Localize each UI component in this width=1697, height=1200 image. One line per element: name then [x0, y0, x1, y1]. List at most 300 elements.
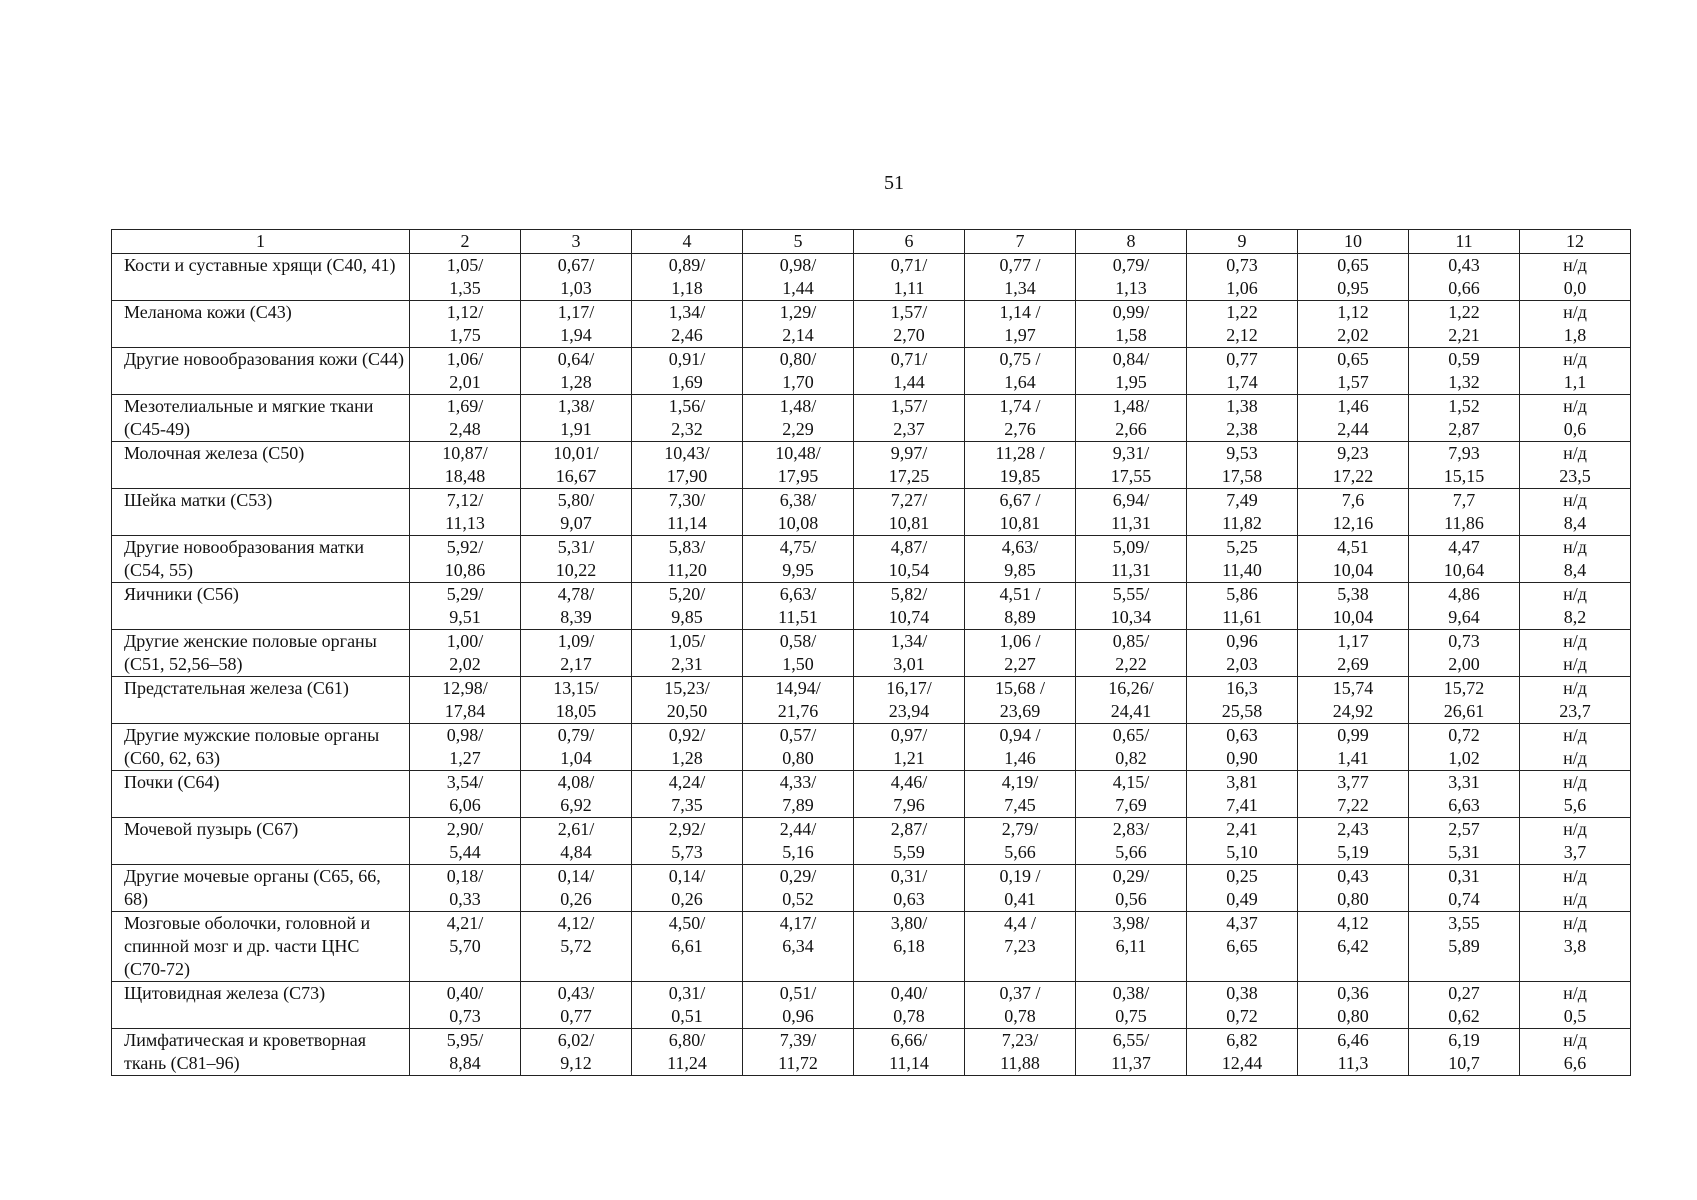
table-row	[112, 536, 1631, 583]
cell-value-bottom: 1,41	[1337, 748, 1369, 768]
cell-value-bottom: 1,69	[671, 372, 703, 392]
table-cell	[743, 254, 854, 301]
cell-value-top: 0,14/	[557, 866, 595, 886]
cell-value-top: 3,77	[1337, 772, 1369, 792]
cell-value-bottom: 17,55	[1110, 466, 1152, 486]
cell-value-top: н/д	[1563, 725, 1587, 745]
cell-value-top: 5,25	[1226, 537, 1258, 557]
table-cell	[1409, 489, 1520, 536]
cell-value-bottom: 17,84	[444, 701, 486, 721]
cell-value-top: 0,98/	[446, 725, 484, 745]
cell-value-top: 0,73	[1226, 255, 1258, 275]
cell-value-bottom: 18,05	[555, 701, 597, 721]
cell-value-top: 1,38/	[557, 396, 595, 416]
table-cell	[854, 982, 965, 1029]
cell-value-top: н/д	[1563, 983, 1587, 1003]
cell-value-top: 4,50/	[668, 913, 706, 933]
table-cell	[1409, 395, 1520, 442]
cell-value-bottom: 11,51	[778, 607, 818, 627]
cell-value-bottom: 17,58	[1221, 466, 1263, 486]
cell-value-top: 0,43	[1337, 866, 1369, 886]
table-cell	[743, 348, 854, 395]
table-cell	[1298, 677, 1409, 724]
table-cell	[965, 818, 1076, 865]
table-cell	[1409, 771, 1520, 818]
cell-value-top: 5,86	[1226, 584, 1258, 604]
cell-value-top: 5,29/	[446, 584, 484, 604]
table-cell	[854, 583, 965, 630]
cell-value-bottom: 8,4	[1563, 560, 1587, 580]
cell-value-bottom: 11,40	[1222, 560, 1262, 580]
cell-value-top: 1,05/	[446, 255, 484, 275]
cell-value-bottom: 2,02	[449, 654, 481, 674]
cell-value-bottom: 11,3	[1337, 1053, 1369, 1073]
table-cell	[1520, 583, 1631, 630]
cell-value-bottom: 10,54	[888, 560, 930, 580]
table-cell	[743, 771, 854, 818]
table-cell	[1187, 348, 1298, 395]
table-cell	[1520, 348, 1631, 395]
cell-value-top: 9,53	[1226, 443, 1258, 463]
page-number: 51	[884, 172, 904, 194]
table-cell	[1187, 536, 1298, 583]
cell-value-bottom: 8,39	[560, 607, 592, 627]
cell-value-bottom: 0,52	[782, 889, 814, 909]
cell-value-bottom: 2,48	[449, 419, 481, 439]
cell-value-bottom: 9,51	[449, 607, 481, 627]
cell-value-top: 4,46/	[890, 772, 928, 792]
cell-value-top: 10,43/	[664, 443, 710, 463]
cell-value-bottom: 17,95	[777, 466, 819, 486]
table-cell	[632, 395, 743, 442]
cell-value-top: н/д	[1563, 302, 1587, 322]
column-header: 7	[965, 230, 1076, 254]
cell-value-bottom: 1,34	[1004, 278, 1036, 298]
cell-value-bottom: 1,70	[782, 372, 814, 392]
table-cell	[1520, 771, 1631, 818]
table-row	[112, 395, 1631, 442]
table-cell	[1409, 583, 1520, 630]
table-cell	[1298, 348, 1409, 395]
cell-value-top: 1,48/	[779, 396, 817, 416]
cell-value-top: 0,29/	[1112, 866, 1150, 886]
cell-value-bottom: 10,81	[888, 513, 930, 533]
table-cell	[1076, 301, 1187, 348]
table-cell	[1076, 818, 1187, 865]
cell-value-bottom: 6,11	[1115, 936, 1147, 956]
cell-value-bottom: 1,57	[1337, 372, 1369, 392]
table-cell	[1298, 982, 1409, 1029]
table-cell	[521, 489, 632, 536]
table-cell	[1298, 912, 1409, 982]
cell-value-top: 0,65/	[1112, 725, 1150, 745]
table-cell	[521, 536, 632, 583]
cell-value-top: 3,98/	[1112, 913, 1150, 933]
cell-value-top: 1,12/	[446, 302, 484, 322]
incidence-table	[111, 229, 1631, 1076]
cell-value-top: 7,30/	[668, 490, 706, 510]
cell-value-top: 6,66/	[890, 1030, 928, 1050]
cell-value-bottom: 1,32	[1448, 372, 1480, 392]
table-cell	[1298, 536, 1409, 583]
cell-value-bottom: 11,86	[1444, 513, 1484, 533]
table-row	[112, 865, 1631, 912]
table-cell	[743, 395, 854, 442]
table-cell	[410, 536, 521, 583]
cell-value-bottom: 1,28	[671, 748, 703, 768]
cell-value-bottom: 10,34	[1110, 607, 1152, 627]
table-row	[112, 912, 1631, 982]
table-cell	[854, 348, 965, 395]
column-header: 4	[632, 230, 743, 254]
table-cell	[410, 1029, 521, 1076]
cell-value-bottom: 11,31	[1111, 513, 1151, 533]
cell-value-top: 7,12/	[446, 490, 484, 510]
table-cell	[1520, 818, 1631, 865]
cell-value-top: 5,92/	[446, 537, 484, 557]
table-row	[112, 771, 1631, 818]
cell-value-bottom: 5,73	[671, 842, 703, 862]
table-cell	[1298, 771, 1409, 818]
table-cell	[743, 912, 854, 982]
cell-value-bottom: 5,70	[449, 936, 481, 956]
cell-value-bottom: 6,63	[1448, 795, 1480, 815]
table-row	[112, 583, 1631, 630]
table-cell	[521, 724, 632, 771]
column-header: 9	[1187, 230, 1298, 254]
cell-value-top: 4,4 /	[1003, 913, 1036, 933]
row-label: Другие новообразования кожи (С44)	[112, 348, 410, 395]
table-cell	[521, 818, 632, 865]
cell-value-top: 2,44/	[779, 819, 817, 839]
cell-value-bottom: 6,61	[671, 936, 703, 956]
table-cell	[632, 536, 743, 583]
cell-value-bottom: 2,17	[560, 654, 592, 674]
table-cell	[1409, 724, 1520, 771]
cell-value-top: 0,27	[1448, 983, 1480, 1003]
cell-value-bottom: 1,94	[560, 325, 592, 345]
cell-value-bottom: 0,78	[893, 1006, 925, 1026]
cell-value-top: 9,23	[1337, 443, 1369, 463]
cell-value-bottom: 1,64	[1004, 372, 1036, 392]
cell-value-bottom: 5,89	[1448, 936, 1480, 956]
table-cell	[965, 536, 1076, 583]
cell-value-bottom: 17,22	[1332, 466, 1374, 486]
cell-value-bottom: 24,92	[1332, 701, 1374, 721]
cell-value-top: 1,06/	[446, 349, 484, 369]
cell-value-top: 13,15/	[553, 678, 599, 698]
table-cell	[1298, 489, 1409, 536]
row-label: Мочевой пузырь (С67)	[112, 818, 410, 865]
cell-value-top: 7,93	[1448, 443, 1480, 463]
cell-value-top: 0,84/	[1112, 349, 1150, 369]
row-label: Другие мужские половые органы (С60, 62, 63)	[112, 724, 410, 771]
cell-value-bottom: 2,70	[893, 325, 925, 345]
cell-value-top: 3,31	[1448, 772, 1480, 792]
table-cell	[410, 583, 521, 630]
cell-value-top: 4,51	[1337, 537, 1369, 557]
cell-value-top: 0,80/	[779, 349, 817, 369]
cell-value-bottom: 4,84	[560, 842, 592, 862]
cell-value-bottom: 6,92	[560, 795, 592, 815]
table-cell	[410, 677, 521, 724]
table-cell	[1076, 630, 1187, 677]
cell-value-bottom: 6,06	[449, 795, 481, 815]
table-cell	[521, 771, 632, 818]
table-cell	[1520, 254, 1631, 301]
table-cell	[1409, 1029, 1520, 1076]
cell-value-top: 2,41	[1226, 819, 1258, 839]
table-cell	[632, 301, 743, 348]
table-cell	[743, 583, 854, 630]
cell-value-bottom: 2,01	[449, 372, 481, 392]
cell-value-top: 5,31/	[557, 537, 595, 557]
cell-value-bottom: н/д	[1563, 748, 1587, 768]
cell-value-top: 4,63/	[1001, 537, 1039, 557]
column-header: 12	[1520, 230, 1631, 254]
table-cell	[1076, 254, 1187, 301]
cell-value-top: 1,69/	[446, 396, 484, 416]
row-label: Предстательная железа (С61)	[112, 677, 410, 724]
cell-value-top: 0,18/	[446, 866, 484, 886]
cell-value-bottom: 10,64	[1443, 560, 1485, 580]
table-cell	[1409, 912, 1520, 982]
table-cell	[521, 630, 632, 677]
cell-value-bottom: 7,22	[1337, 795, 1369, 815]
table-cell	[632, 865, 743, 912]
cell-value-bottom: 5,44	[449, 842, 481, 862]
table-cell	[1187, 395, 1298, 442]
cell-value-bottom: 10,22	[555, 560, 597, 580]
cell-value-top: 7,27/	[890, 490, 928, 510]
table-cell	[1187, 865, 1298, 912]
table-cell	[1187, 982, 1298, 1029]
cell-value-bottom: 2,02	[1337, 325, 1369, 345]
cell-value-bottom: 5,72	[560, 936, 592, 956]
cell-value-bottom: 6,42	[1337, 936, 1369, 956]
cell-value-top: 16,17/	[886, 678, 932, 698]
cell-value-top: 0,85/	[1112, 631, 1150, 651]
cell-value-bottom: 2,03	[1226, 654, 1258, 674]
cell-value-top: 0,40/	[890, 983, 928, 1003]
table-cell	[632, 1029, 743, 1076]
cell-value-top: 0,79/	[1112, 255, 1150, 275]
cell-value-top: 6,67 /	[999, 490, 1041, 510]
table-cell	[1076, 1029, 1187, 1076]
cell-value-top: 9,31/	[1112, 443, 1150, 463]
cell-value-bottom: 16,67	[555, 466, 597, 486]
table-cell	[854, 865, 965, 912]
table-cell	[965, 865, 1076, 912]
cell-value-top: 4,33/	[779, 772, 817, 792]
cell-value-top: 6,38/	[779, 490, 817, 510]
cell-value-top: 5,55/	[1112, 584, 1150, 604]
table-row	[112, 1029, 1631, 1076]
cell-value-bottom: 8,2	[1563, 607, 1587, 627]
cell-value-bottom: 11,14	[667, 513, 707, 533]
cell-value-top: 0,43/	[557, 983, 595, 1003]
table-cell	[521, 865, 632, 912]
table-cell	[1298, 583, 1409, 630]
cell-value-top: 4,12/	[557, 913, 595, 933]
cell-value-bottom: 1,13	[1115, 278, 1147, 298]
cell-value-bottom: 12,16	[1332, 513, 1374, 533]
cell-value-top: 4,12	[1337, 913, 1369, 933]
table-cell	[1409, 982, 1520, 1029]
table-cell	[632, 489, 743, 536]
cell-value-top: 2,83/	[1112, 819, 1150, 839]
cell-value-top: 0,29/	[779, 866, 817, 886]
table-cell	[632, 630, 743, 677]
cell-value-bottom: 11,72	[778, 1053, 818, 1073]
table-cell	[410, 724, 521, 771]
table-cell	[410, 771, 521, 818]
cell-value-bottom: 8,89	[1004, 607, 1036, 627]
row-label: Мозговые оболочки, головной и спинной мозг и др. части ЦНС (С70-72)	[112, 912, 410, 982]
cell-value-top: 4,08/	[557, 772, 595, 792]
cell-value-bottom: 5,66	[1004, 842, 1036, 862]
column-header: 6	[854, 230, 965, 254]
cell-value-top: 1,05/	[668, 631, 706, 651]
cell-value-bottom: 10,7	[1448, 1053, 1480, 1073]
column-header: 1	[112, 230, 410, 254]
cell-value-top: 0,67/	[557, 255, 595, 275]
cell-value-top: 7,23/	[1001, 1030, 1039, 1050]
table-cell	[410, 630, 521, 677]
cell-value-bottom: 7,23	[1004, 936, 1036, 956]
column-header: 3	[521, 230, 632, 254]
cell-value-bottom: 0,95	[1337, 278, 1369, 298]
table-cell	[521, 677, 632, 724]
cell-value-bottom: 6,34	[782, 936, 814, 956]
cell-value-bottom: 10,86	[444, 560, 486, 580]
table-cell	[1520, 536, 1631, 583]
cell-value-top: 5,95/	[446, 1030, 484, 1050]
cell-value-top: н/д	[1563, 537, 1587, 557]
row-label: Почки (С64)	[112, 771, 410, 818]
cell-value-top: 3,55	[1448, 913, 1480, 933]
table-cell	[743, 1029, 854, 1076]
cell-value-top: н/д	[1563, 584, 1587, 604]
table-cell	[1298, 1029, 1409, 1076]
table-cell	[743, 982, 854, 1029]
cell-value-bottom: 10,08	[777, 513, 819, 533]
cell-value-bottom: 1,75	[449, 325, 481, 345]
table-cell	[965, 442, 1076, 489]
cell-value-bottom: 2,14	[782, 325, 814, 345]
table-cell	[410, 489, 521, 536]
table-cell	[1076, 395, 1187, 442]
table-cell	[632, 912, 743, 982]
row-label: Кости и суставные хрящи (С40, 41)	[112, 254, 410, 301]
cell-value-top: 7,49	[1226, 490, 1258, 510]
cell-value-bottom: 0,78	[1004, 1006, 1036, 1026]
table-cell	[632, 442, 743, 489]
table-cell	[1076, 348, 1187, 395]
table-cell	[1520, 724, 1631, 771]
table-cell	[743, 818, 854, 865]
cell-value-bottom: 19,85	[999, 466, 1041, 486]
cell-value-top: 0,14/	[668, 866, 706, 886]
table-cell	[1076, 771, 1187, 818]
cell-value-bottom: 7,96	[893, 795, 925, 815]
table-cell	[965, 301, 1076, 348]
row-label: Другие новообразования матки (С54, 55)	[112, 536, 410, 583]
table-cell	[965, 254, 1076, 301]
table-cell	[854, 630, 965, 677]
cell-value-bottom: 11,37	[1111, 1053, 1151, 1073]
table-row	[112, 442, 1631, 489]
table-cell	[1076, 865, 1187, 912]
cell-value-bottom: 1,35	[449, 278, 481, 298]
row-label: Шейка матки (С53)	[112, 489, 410, 536]
cell-value-top: 0,72	[1448, 725, 1480, 745]
table-cell	[1520, 1029, 1631, 1076]
table-cell	[1076, 724, 1187, 771]
cell-value-top: 1,29/	[779, 302, 817, 322]
cell-value-top: 1,34/	[890, 631, 928, 651]
table-cell	[1076, 536, 1187, 583]
cell-value-bottom: 26,61	[1443, 701, 1485, 721]
cell-value-bottom: 0,62	[1448, 1006, 1480, 1026]
cell-value-bottom: 1,44	[893, 372, 925, 392]
cell-value-bottom: 1,02	[1448, 748, 1480, 768]
cell-value-bottom: 23,7	[1559, 701, 1591, 721]
cell-value-bottom: 8,4	[1563, 513, 1587, 533]
table-cell	[854, 301, 965, 348]
cell-value-top: 0,43	[1448, 255, 1480, 275]
table-cell	[854, 1029, 965, 1076]
cell-value-top: н/д	[1563, 631, 1587, 651]
cell-value-bottom: 0,66	[1448, 278, 1480, 298]
cell-value-top: н/д	[1563, 678, 1587, 698]
table-cell	[1076, 442, 1187, 489]
table-cell	[521, 583, 632, 630]
table-row	[112, 677, 1631, 724]
cell-value-top: 0,65	[1337, 349, 1369, 369]
cell-value-top: 1,14 /	[999, 302, 1041, 322]
cell-value-top: 0,59	[1448, 349, 1480, 369]
cell-value-bottom: 2,38	[1226, 419, 1258, 439]
cell-value-bottom: н/д	[1563, 654, 1587, 674]
cell-value-top: 16,3	[1226, 678, 1258, 698]
cell-value-top: 4,47	[1448, 537, 1480, 557]
cell-value-bottom: 1,03	[560, 278, 592, 298]
cell-value-bottom: 2,12	[1226, 325, 1258, 345]
table-cell	[1076, 912, 1187, 982]
cell-value-bottom: 7,41	[1226, 795, 1258, 815]
table-cell	[1409, 865, 1520, 912]
cell-value-bottom: 1,27	[449, 748, 481, 768]
cell-value-top: 9,97/	[890, 443, 928, 463]
table-cell	[1076, 677, 1187, 724]
cell-value-bottom: 10,81	[999, 513, 1041, 533]
cell-value-bottom: 9,85	[1004, 560, 1036, 580]
cell-value-bottom: 5,31	[1448, 842, 1480, 862]
cell-value-top: 1,09/	[557, 631, 595, 651]
cell-value-top: 0,31/	[890, 866, 928, 886]
table-row	[112, 630, 1631, 677]
cell-value-top: 10,87/	[442, 443, 488, 463]
cell-value-top: 0,71/	[890, 255, 928, 275]
table-cell	[1298, 865, 1409, 912]
cell-value-top: 6,46	[1337, 1030, 1369, 1050]
column-header: 2	[410, 230, 521, 254]
cell-value-bottom: 2,69	[1337, 654, 1369, 674]
table-cell	[965, 912, 1076, 982]
cell-value-top: 1,12	[1337, 302, 1369, 322]
cell-value-top: 4,17/	[779, 913, 817, 933]
